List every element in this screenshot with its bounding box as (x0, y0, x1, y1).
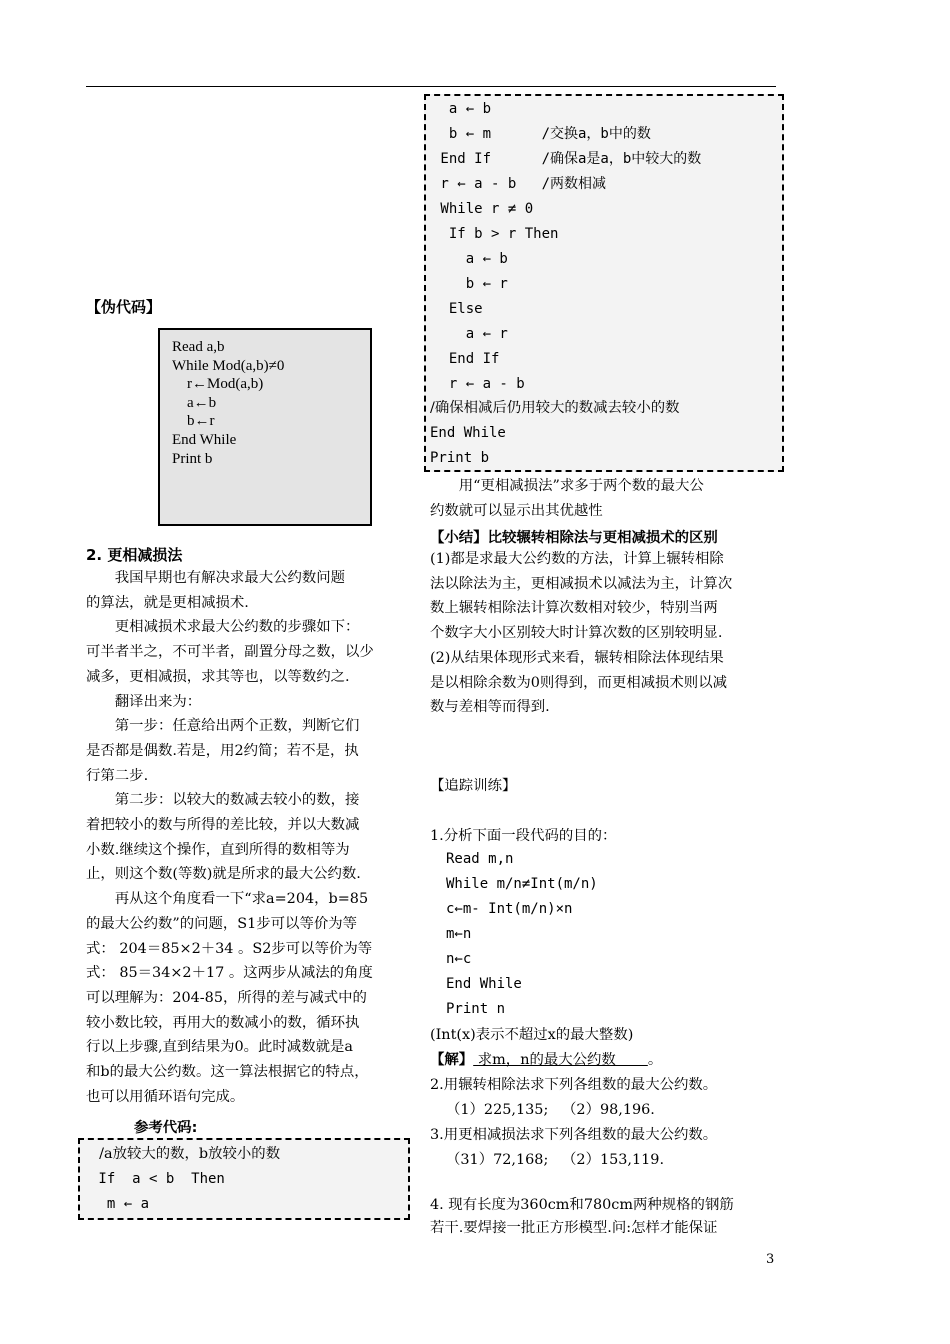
answer-end: 。 (647, 1052, 663, 1068)
text-line: 小数.继续这个操作，直到所得的数相等为 (86, 841, 350, 858)
text-line: 着把较小的数与所得的差比较，并以大数减 (86, 817, 360, 834)
practice-title: 【追踪训练】 (430, 778, 517, 794)
pseudocode-line: a←b (172, 394, 217, 411)
code-line: If a < b Then (90, 1171, 225, 1187)
question-1: 1.分析下面一段代码的目的： (430, 828, 617, 844)
text-line: 更相减损术求最大公约数的步骤如下： (86, 619, 360, 636)
code-line: a ← b (432, 251, 508, 267)
text-line: 式： 204＝85×2＋34 。S2步可以等价为等 (86, 940, 373, 957)
pseudocode-box (158, 328, 372, 526)
section2-body (86, 566, 410, 1109)
q1-answer (430, 1048, 662, 1069)
text-line: 较小数比较，再用大的数减小的数，循环执 (86, 1014, 360, 1031)
section2-title: 2. 更相减损法 (86, 546, 183, 564)
q1-note: (Int(x)表示不超过x的最大整数) (430, 1027, 634, 1043)
text-line: 可以理解为：204-85，所得的差与减式中的 (86, 989, 367, 1006)
text-line: 可半者半之，不可半者，副置分母之数，以少 (86, 644, 374, 661)
text-line: 第一步：任意给出两个正数，判断它们 (86, 718, 360, 735)
code-line: Else (432, 301, 483, 317)
text-line: 是否都是偶数.若是，用2约简；若不是，执 (86, 742, 359, 759)
pseudocode-title: 【伪代码】 (86, 298, 162, 316)
after-code-text (430, 474, 780, 523)
code-line: End If /确保a是a，b中较大的数 (432, 151, 702, 167)
text-line: 约数就可以显示出其优越性 (430, 502, 603, 519)
summary-title: 【小结】比较辗转相除法与更相减损术的区别 (430, 530, 718, 546)
question-4-line: 4. 现有长度为360cm和780cm两种规格的钢筋 (430, 1197, 734, 1213)
text-line: 数上辗转相除法计算次数相对较少，特别当两 (430, 600, 718, 617)
text-line: 的最大公约数”的问题，S1步可以等价为等 (86, 915, 358, 932)
text-line: 用“更相减损法”求多于两个数的最大公 (430, 478, 704, 494)
q1-code-line: m←n (446, 926, 472, 942)
question-2: 2.用辗转相除法求下列各组数的最大公约数。 (430, 1077, 718, 1093)
code-line: /确保相减后仍用较大的数减去较小的数 (430, 400, 680, 416)
text-line: 是以相除余数为0则得到，而更相减损术则以减 (430, 674, 727, 691)
text-line: 第二步：以较大的数减去较小的数，接 (86, 792, 360, 809)
code-line: r ← a - b /两数相减 (432, 176, 607, 192)
pseudocode-line: Read a,b (172, 339, 225, 355)
text-line: (2)从结果体现形式来看，辗转相除法体现结果 (430, 649, 724, 666)
code-line: b ← r (432, 276, 508, 292)
question-3: 3.用更相减损法求下列各组数的最大公约数。 (430, 1127, 718, 1143)
q1-code-line: Read m,n (446, 851, 514, 867)
text-line: 也可以用循环语句完成。 (86, 1088, 245, 1105)
code-line: /a放较大的数，b放较小的数 (90, 1146, 281, 1162)
q3-items: （31）72,168; （2）153,119. (446, 1152, 665, 1168)
code-line: While r ≠ 0 (432, 201, 534, 217)
q2-items: （1）225,135; （2）98,196. (446, 1102, 655, 1118)
page-number: 3 (766, 1252, 775, 1267)
q1-code-line: Print n (446, 1001, 506, 1017)
text-line: 再从这个角度看一下“求a=204，b=85 (86, 891, 369, 908)
summary-body (430, 547, 780, 720)
header-rule (86, 86, 776, 87)
text-line: 行第二步. (86, 767, 149, 784)
answer-text: 求m，n的最大公约数 (473, 1052, 648, 1068)
text-line: 式： 85＝34×2＋17 。这两步从减法的角度 (86, 965, 373, 982)
code-line: m ← a (90, 1196, 150, 1212)
code-line: b ← m /交换a，b中的数 (432, 126, 651, 142)
text-line: 数与差相等而得到. (430, 699, 550, 716)
code-line: Print b (430, 450, 490, 466)
q1-code-line: While m/n≠Int(m/n) (446, 876, 598, 892)
text-line: 个数字大小区别较大时计算次数的区别较明显. (430, 625, 723, 642)
text-line: 法以除法为主，更相减损术以减法为主，计算次 (430, 575, 733, 592)
text-line: 我国早期也有解决求最大公约数问题 (86, 570, 346, 586)
code-line: If b > r Then (432, 226, 559, 242)
text-line: (1)都是求最大公约数的方法，计算上辗转相除 (430, 551, 724, 567)
answer-label: 【解】 (430, 1052, 474, 1068)
q1-code-line: n←c (446, 951, 472, 967)
code-line: r ← a - b (432, 376, 525, 392)
text-line: 止，则这个数(等数)就是所求的最大公约数. (86, 866, 361, 883)
q1-code-line: End While (446, 976, 522, 992)
text-line: 的算法，就是更相减损术. (86, 594, 249, 611)
text-line: 行以上步骤,直到结果为0。此时减数就是a (86, 1039, 353, 1056)
text-line: 减多，更相减损，求其等也，以等数约之. (86, 668, 350, 685)
ref-code-label: 参考代码: (134, 1120, 198, 1136)
text-line: 和b的最大公约数。这一算法根据它的特点， (86, 1064, 369, 1081)
code-line: a ← b (432, 101, 492, 117)
pseudocode-line: b←r (172, 413, 215, 430)
code-line: End While (430, 425, 506, 441)
question-4-line: 若干.要焊接一批正方形模型.问:怎样才能保证 (430, 1220, 718, 1236)
pseudocode-line: While Mod(a,b)≠0 (172, 357, 285, 374)
pseudocode-line: Print b (172, 450, 213, 467)
text-line: 翻译出来为： (86, 693, 202, 710)
q1-code-line: c←m- Int(m/n)×n (446, 901, 573, 917)
pseudocode-line: End While (172, 431, 237, 448)
code-line: End If (432, 351, 500, 367)
code-line: a ← r (432, 326, 508, 342)
pseudocode-line: r←Mod(a,b) (172, 376, 264, 393)
